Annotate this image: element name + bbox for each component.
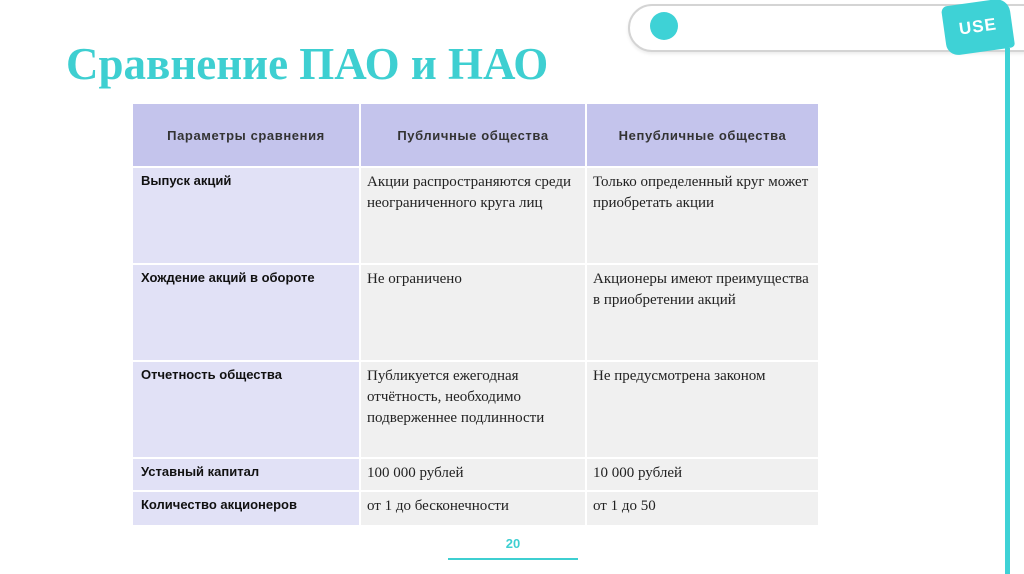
private-cell: Акционеры имеют преимущества в приобретении акций <box>586 264 819 361</box>
page-number-underline <box>448 558 578 560</box>
private-cell: Только определенный круг может приобретать акции <box>586 167 819 264</box>
public-cell: от 1 до бесконечности <box>360 491 586 526</box>
public-cell: Акции распространяются среди неограниченного круга лиц <box>360 167 586 264</box>
param-cell: Хождение акций в обороте <box>133 264 360 361</box>
header-private: Непубличные общества <box>586 104 819 167</box>
param-cell: Отчетность общества <box>133 361 360 458</box>
table-row <box>133 167 819 264</box>
param-cell: Количество акционеров <box>133 491 360 526</box>
page-number: 20 <box>505 536 521 551</box>
private-cell: 10 000 рублей <box>586 458 819 491</box>
public-cell: 100 000 рублей <box>360 458 586 491</box>
pill-dot-icon <box>650 12 678 40</box>
table-row <box>133 491 819 526</box>
right-accent-bar <box>1005 48 1010 574</box>
table-row <box>133 264 819 361</box>
comparison-table <box>133 104 820 527</box>
public-cell: Публикуется ежегодная отчётность, необходимо подверженнее подлинности <box>360 361 586 458</box>
private-cell: Не предусмотрена законом <box>586 361 819 458</box>
param-cell: Уставный капитал <box>133 458 360 491</box>
slide-title: Сравнение ПАО и НАО <box>66 39 549 89</box>
table-header-row <box>133 104 819 167</box>
table-row <box>133 458 819 491</box>
header-public: Публичные общества <box>360 104 586 167</box>
use-badge-label: USE <box>957 14 999 39</box>
private-cell: от 1 до 50 <box>586 491 819 526</box>
public-cell: Не ограничено <box>360 264 586 361</box>
use-badge <box>941 0 1015 56</box>
param-cell: Выпуск акций <box>133 167 360 264</box>
table-row <box>133 361 819 458</box>
header-parameters: Параметры сравнения <box>133 104 360 167</box>
